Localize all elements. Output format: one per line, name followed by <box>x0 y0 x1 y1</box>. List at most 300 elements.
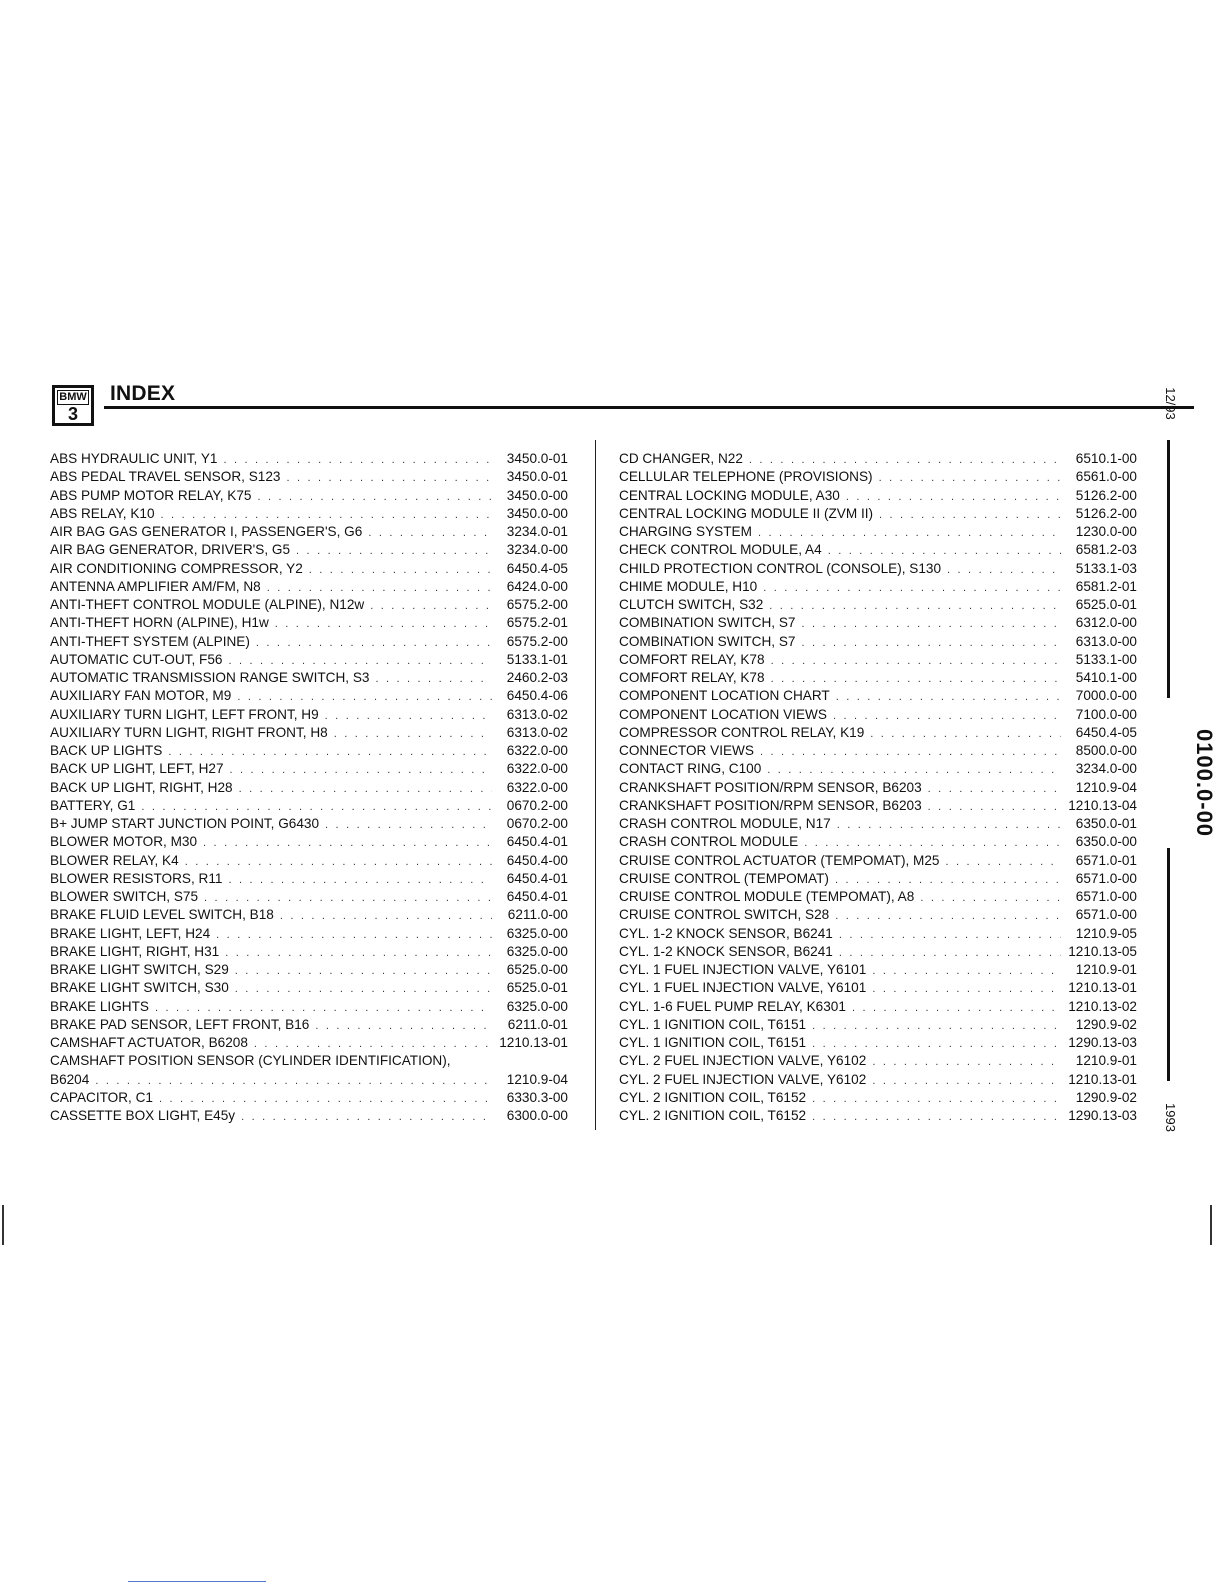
leader-dots <box>771 652 1061 670</box>
entry-name: CRUISE CONTROL ACTUATOR (TEMPOMAT), M25 <box>619 852 940 868</box>
leader-dots <box>257 488 492 506</box>
index-entry <box>50 1107 568 1125</box>
index-entry <box>50 1052 568 1070</box>
entry-code: 3234.0-00 <box>1075 761 1137 777</box>
index-entry <box>619 797 1137 815</box>
entry-name: CASSETTE BOX LIGHT, E45y <box>50 1108 236 1123</box>
entry-code: 6561.0-00 <box>1075 469 1137 485</box>
entry-name: CAMSHAFT ACTUATOR, B6208 <box>50 1035 248 1050</box>
entry-code: 6450.4-01 <box>506 870 568 886</box>
section-number-text: 0100.0-00 <box>1192 728 1218 838</box>
entry-code: 6575.2-00 <box>506 597 568 612</box>
leader-dots <box>852 999 1061 1017</box>
index-entry <box>50 523 568 541</box>
entry-code: 1210.13-02 <box>1068 998 1137 1014</box>
leader-dots <box>235 980 492 998</box>
index-entry <box>50 596 568 614</box>
entry-name: CYL. 1-6 FUEL PUMP RELAY, K6301 <box>619 998 846 1014</box>
entry-name: CHILD PROTECTION CONTROL (CONSOLE), S130 <box>619 560 942 576</box>
column-divider <box>595 440 596 1130</box>
entry-name: CYL. 2 FUEL INJECTION VALVE, Y6102 <box>619 1053 867 1069</box>
entry-name: CRUISE CONTROL SWITCH, S28 <box>619 907 830 923</box>
entry-name: CENTRAL LOCKING MODULE II (ZVM II) <box>619 505 874 521</box>
leader-dots <box>239 780 492 798</box>
index-entry <box>619 742 1137 760</box>
index-entry <box>619 651 1137 669</box>
header-rule <box>104 406 1194 409</box>
entry-code: 6571.0-01 <box>1075 852 1137 868</box>
entry-code: 6211.0-01 <box>507 1016 568 1032</box>
entry-name: CYL. 1-2 KNOCK SENSOR, B6241 <box>619 925 833 941</box>
leader-dots <box>801 615 1061 633</box>
entry-code: 6581.2-03 <box>1075 542 1137 558</box>
model-year <box>1150 1103 1190 1132</box>
entry-code: 6450.4-05 <box>506 560 568 576</box>
entry-code: 1210.13-01 <box>499 1035 568 1050</box>
index-entry <box>50 541 568 559</box>
entry-code: 6300.0-00 <box>506 1108 568 1123</box>
index-entry <box>619 925 1137 943</box>
leader-dots <box>767 761 1061 779</box>
index-entry <box>50 925 568 943</box>
entry-name: ABS RELAY, K10 <box>50 505 155 521</box>
entry-name: COMFORT RELAY, K78 <box>619 670 765 685</box>
leader-dots <box>812 1108 1061 1126</box>
entry-name: ANTI-THEFT HORN (ALPINE), H1w <box>50 615 269 631</box>
leader-dots <box>267 579 492 597</box>
entry-code: 6450.4-05 <box>1075 724 1137 740</box>
entry-code: 3234.0-01 <box>506 524 568 539</box>
entry-code: 6322.0-00 <box>506 779 568 795</box>
leader-dots <box>185 853 492 871</box>
index-entry <box>619 852 1137 870</box>
entry-code: 6525.0-01 <box>1075 597 1137 612</box>
leader-dots <box>168 743 492 761</box>
entry-code: 1210.9-04 <box>1075 779 1137 795</box>
scan-edge-mark-right <box>1210 1205 1212 1245</box>
index-entry <box>50 961 568 979</box>
leader-dots <box>95 1072 492 1090</box>
entry-name: CLUTCH SWITCH, S32 <box>619 597 764 612</box>
entry-name: BLOWER SWITCH, S75 <box>50 889 199 904</box>
index-entry <box>619 669 1137 687</box>
entry-name: BRAKE PAD SENSOR, LEFT FRONT, B16 <box>50 1016 310 1032</box>
index-entry <box>619 998 1137 1016</box>
leader-dots <box>203 834 492 852</box>
side-rule-bottom <box>1167 848 1170 1081</box>
index-entry <box>619 523 1137 541</box>
entry-name: CYL. 2 FUEL INJECTION VALVE, Y6102 <box>619 1071 867 1087</box>
entry-code: 6525.0-00 <box>506 962 568 977</box>
revision-date-text: 12/93 <box>1162 387 1178 420</box>
entry-code: 2460.2-03 <box>506 670 568 685</box>
index-entry <box>619 1071 1137 1089</box>
index-entry <box>50 505 568 523</box>
leader-dots <box>254 1035 492 1053</box>
entry-code: 6571.0-00 <box>1075 907 1137 923</box>
entry-name: BLOWER RELAY, K4 <box>50 852 179 868</box>
index-entry <box>50 651 568 669</box>
index-entry <box>619 1089 1137 1107</box>
index-entry <box>50 815 568 833</box>
leader-dots <box>872 962 1061 980</box>
index-entry <box>619 706 1137 724</box>
entry-code: 6424.0-00 <box>506 578 568 594</box>
index-entry <box>50 724 568 742</box>
entry-name: ABS PEDAL TRAVEL SENSOR, S123 <box>50 469 281 485</box>
entry-name: COMPONENT LOCATION CHART <box>619 688 830 704</box>
index-entry <box>50 906 568 924</box>
entry-name: AIR BAG GENERATOR, DRIVER'S, G5 <box>50 542 291 558</box>
entry-name: CAPACITOR, C1 <box>50 1089 153 1105</box>
entry-name: ABS PUMP MOTOR RELAY, K75 <box>50 487 252 503</box>
index-entry <box>50 578 568 596</box>
index-entry <box>50 852 568 870</box>
entry-name: CRASH CONTROL MODULE <box>619 834 799 850</box>
leader-dots <box>315 1017 492 1035</box>
entry-code: 1210.13-01 <box>1068 980 1137 996</box>
leader-dots <box>771 670 1061 688</box>
entry-code: 6322.0-00 <box>506 743 568 758</box>
index-entry <box>50 468 568 486</box>
index-entry <box>619 468 1137 486</box>
entry-name: CYL. 1 FUEL INJECTION VALVE, Y6101 <box>619 962 867 977</box>
entry-name: COMBINATION SWITCH, S7 <box>619 615 796 631</box>
index-entry <box>50 1034 568 1052</box>
entry-name: BRAKE LIGHT SWITCH, S30 <box>50 980 229 996</box>
index-entry <box>50 979 568 997</box>
index-column-right <box>619 450 1137 1125</box>
leader-dots <box>870 725 1061 743</box>
entry-code: 7100.0-00 <box>1075 706 1137 722</box>
leader-dots <box>228 871 492 889</box>
entry-code: 5126.2-00 <box>1075 505 1137 521</box>
entry-code: 6313.0-02 <box>506 706 568 722</box>
index-entry <box>619 979 1137 997</box>
entry-code: 6312.0-00 <box>1075 615 1137 631</box>
index-entry <box>619 633 1137 651</box>
entry-code: 6313.0-02 <box>506 724 568 740</box>
leader-dots <box>839 944 1061 962</box>
leader-dots <box>334 725 492 743</box>
index-entry <box>50 633 568 651</box>
index-entry <box>619 1052 1137 1070</box>
leader-dots <box>275 615 492 633</box>
entry-name: CYL. 1 IGNITION COIL, T6151 <box>619 1016 807 1032</box>
index-entry <box>50 870 568 888</box>
entry-code: 6322.0-00 <box>506 761 568 777</box>
entry-code: 1290.9-02 <box>1075 1016 1137 1032</box>
leader-dots <box>879 469 1061 487</box>
page-title: INDEX <box>110 382 176 405</box>
index-entry <box>50 797 568 815</box>
leader-dots <box>945 853 1061 871</box>
index-entry <box>619 450 1137 468</box>
entry-name: BACK UP LIGHTS <box>50 743 163 758</box>
entry-code: 6450.4-00 <box>506 852 568 868</box>
entry-name: CHECK CONTROL MODULE, A4 <box>619 542 822 558</box>
index-entry <box>50 943 568 961</box>
entry-name: CYL. 1 FUEL INJECTION VALVE, Y6101 <box>619 980 867 996</box>
entry-code: 0670.2-00 <box>506 816 568 831</box>
index-entry <box>50 450 568 468</box>
leader-dots <box>223 451 492 469</box>
entry-code: 6350.0-01 <box>1075 816 1137 831</box>
index-entry <box>619 815 1137 833</box>
entry-code: 3450.0-01 <box>506 451 568 466</box>
index-entry <box>50 487 568 505</box>
index-entry <box>50 742 568 760</box>
entry-name: AUXILIARY TURN LIGHT, LEFT FRONT, H9 <box>50 706 319 722</box>
entry-name: B+ JUMP START JUNCTION POINT, G6430 <box>50 816 320 831</box>
index-entry <box>619 724 1137 742</box>
leader-dots <box>296 542 492 560</box>
entry-name: AUTOMATIC TRANSMISSION RANGE SWITCH, S3 <box>50 670 370 685</box>
leader-dots <box>325 707 492 725</box>
entry-code: 6325.0-00 <box>506 943 568 959</box>
leader-dots <box>216 926 492 944</box>
leader-dots <box>280 907 492 925</box>
entry-code: 6325.0-00 <box>506 925 568 941</box>
entry-code: 1210.13-01 <box>1068 1071 1137 1087</box>
index-entry <box>619 487 1137 505</box>
leader-dots <box>758 524 1061 542</box>
entry-code: 5133.1-03 <box>1075 560 1137 576</box>
leader-dots <box>241 1108 492 1126</box>
index-entry <box>619 943 1137 961</box>
entry-name: BRAKE LIGHT SWITCH, S29 <box>50 962 229 977</box>
index-entry <box>619 614 1137 632</box>
index-entry <box>619 888 1137 906</box>
entry-name: CHARGING SYSTEM <box>619 524 752 539</box>
entry-name: ANTI-THEFT SYSTEM (ALPINE) <box>50 633 250 649</box>
entry-name: BRAKE LIGHT, LEFT, H24 <box>50 925 211 941</box>
index-entry <box>50 560 568 578</box>
entry-code: 5133.1-01 <box>506 651 568 667</box>
index-entry <box>50 687 568 705</box>
leader-dots <box>749 451 1061 469</box>
entry-code: 5133.1-00 <box>1075 651 1137 667</box>
entry-name: ABS HYDRAULIC UNIT, Y1 <box>50 451 218 466</box>
model-year-text: 1993 <box>1162 1103 1178 1132</box>
leader-dots <box>228 652 492 670</box>
entry-name: COMFORT RELAY, K78 <box>619 651 765 667</box>
entry-code: 6313.0-00 <box>1075 633 1137 649</box>
entry-name: CAMSHAFT POSITION SENSOR (CYLINDER IDENTIFICATION), <box>50 1053 451 1069</box>
leader-dots <box>928 798 1061 816</box>
side-rule-top <box>1167 440 1170 698</box>
entry-code: 1290.13-03 <box>1068 1035 1137 1050</box>
index-entry <box>50 779 568 797</box>
index-column-left <box>50 450 568 1125</box>
leader-dots <box>920 889 1061 907</box>
entry-name: BLOWER MOTOR, M30 <box>50 834 198 850</box>
entry-name: CD CHANGER, N22 <box>619 451 743 466</box>
entry-code: 1230.0-00 <box>1075 524 1137 539</box>
index-entry <box>50 760 568 778</box>
leader-dots <box>141 798 492 816</box>
entry-name: CRASH CONTROL MODULE, N17 <box>619 816 831 831</box>
leader-dots <box>325 816 492 834</box>
entry-code: 1210.9-01 <box>1075 1053 1137 1069</box>
entry-code: 6575.2-00 <box>506 633 568 649</box>
entry-name: B6204 <box>50 1071 90 1087</box>
index-entry <box>50 998 568 1016</box>
leader-dots <box>836 688 1061 706</box>
logo-brand: BMW <box>57 390 89 405</box>
leader-dots <box>833 707 1061 725</box>
entry-name: CONNECTOR VIEWS <box>619 743 754 758</box>
entry-code: 6571.0-00 <box>1075 870 1137 886</box>
entry-name: CYL. 1 IGNITION COIL, T6151 <box>619 1035 807 1050</box>
index-entry <box>50 1089 568 1107</box>
index-entry <box>50 614 568 632</box>
leader-dots <box>161 506 492 524</box>
leader-dots <box>368 524 492 542</box>
index-entry <box>619 1107 1137 1125</box>
entry-name: AUTOMATIC CUT-OUT, F56 <box>50 651 223 667</box>
entry-name: BLOWER RESISTORS, R11 <box>50 870 223 886</box>
entry-code: 6571.0-00 <box>1075 889 1137 904</box>
leader-dots <box>879 506 1061 524</box>
entry-code: 0670.2-00 <box>506 797 568 813</box>
entry-name: CYL. 2 IGNITION COIL, T6152 <box>619 1108 807 1123</box>
entry-name: CRUISE CONTROL MODULE (TEMPOMAT), A8 <box>619 889 915 904</box>
leader-dots <box>837 816 1061 834</box>
leader-dots <box>286 469 492 487</box>
leader-dots <box>801 634 1061 652</box>
entry-code: 6325.0-00 <box>506 998 568 1014</box>
entry-code: 6581.2-01 <box>1075 578 1137 594</box>
entry-name: CRANKSHAFT POSITION/RPM SENSOR, B6203 <box>619 779 922 795</box>
leader-dots <box>839 926 1061 944</box>
leader-dots <box>225 944 492 962</box>
entry-name: COMPRESSOR CONTROL RELAY, K19 <box>619 724 865 740</box>
leader-dots <box>204 889 492 907</box>
index-entry <box>619 779 1137 797</box>
index-entry <box>619 1034 1137 1052</box>
index-entry <box>619 505 1137 523</box>
leader-dots <box>812 1090 1061 1108</box>
index-entry <box>619 596 1137 614</box>
entry-name: BACK UP LIGHT, LEFT, H27 <box>50 761 224 777</box>
leader-dots <box>370 597 492 615</box>
entry-name: AIR BAG GAS GENERATOR I, PASSENGER'S, G6 <box>50 524 363 539</box>
leader-dots <box>309 561 492 579</box>
entry-name: AUXILIARY FAN MOTOR, M9 <box>50 688 232 704</box>
leader-dots <box>835 907 1061 925</box>
entry-code: 6525.0-01 <box>506 980 568 996</box>
entry-code: 3450.0-01 <box>506 469 568 485</box>
index-entry <box>50 669 568 687</box>
index-entry <box>50 1071 568 1089</box>
entry-code: 1290.9-02 <box>1075 1089 1137 1105</box>
bmw-3-series-logo <box>52 385 94 426</box>
entry-name: ANTI-THEFT CONTROL MODULE (ALPINE), N12w <box>50 597 365 612</box>
scan-edge-mark-left <box>2 1205 4 1245</box>
leader-dots <box>230 761 492 779</box>
scan-bottom-rule <box>128 1581 266 1582</box>
entry-code: 6330.3-00 <box>506 1089 568 1105</box>
index-entry <box>619 870 1137 888</box>
leader-dots <box>769 597 1061 615</box>
entry-name: BRAKE LIGHTS <box>50 998 149 1014</box>
index-entry <box>50 888 568 906</box>
leader-dots <box>812 1017 1061 1035</box>
entry-code: 6450.4-01 <box>506 834 568 850</box>
entry-name: CHIME MODULE, H10 <box>619 578 758 594</box>
entry-code: 1290.13-03 <box>1068 1108 1137 1123</box>
leader-dots <box>763 579 1061 597</box>
index-entry <box>619 833 1137 851</box>
entry-name: BACK UP LIGHT, RIGHT, H28 <box>50 779 233 795</box>
entry-name: BRAKE LIGHT, RIGHT, H31 <box>50 943 220 959</box>
entry-name: BATTERY, G1 <box>50 797 136 813</box>
page-header <box>52 382 1146 431</box>
entry-name: CELLULAR TELEPHONE (PROVISIONS) <box>619 469 873 485</box>
leader-dots <box>155 999 492 1017</box>
entry-name: BRAKE FLUID LEVEL SWITCH, B18 <box>50 907 274 923</box>
entry-name: AUXILIARY TURN LIGHT, RIGHT FRONT, H8 <box>50 724 328 740</box>
entry-code: 5410.1-00 <box>1075 670 1137 685</box>
leader-dots <box>812 1035 1061 1053</box>
index-entry <box>619 961 1137 979</box>
leader-dots <box>376 670 493 688</box>
index-entry <box>619 687 1137 705</box>
revision-date <box>1150 387 1190 420</box>
index-entry <box>619 906 1137 924</box>
index-entry <box>619 578 1137 596</box>
entry-code: 1210.13-04 <box>1068 797 1137 813</box>
entry-name: CYL. 1-2 KNOCK SENSOR, B6241 <box>619 943 833 959</box>
entry-name: CRANKSHAFT POSITION/RPM SENSOR, B6203 <box>619 797 922 813</box>
logo-series-number: 3 <box>67 404 78 424</box>
entry-name: ANTENNA AMPLIFIER AM/FM, N8 <box>50 578 261 594</box>
section-number <box>1150 728 1218 838</box>
entry-code: 6450.4-06 <box>506 688 568 704</box>
index-entry <box>50 706 568 724</box>
entry-name: CYL. 2 IGNITION COIL, T6152 <box>619 1089 807 1105</box>
leader-dots <box>872 1053 1061 1071</box>
entry-code: 1210.9-04 <box>506 1071 568 1087</box>
index-entry <box>619 541 1137 559</box>
index-entry <box>50 833 568 851</box>
entry-name: COMBINATION SWITCH, S7 <box>619 633 796 649</box>
leader-dots <box>835 871 1061 889</box>
index-entry <box>50 1016 568 1034</box>
leader-dots <box>237 688 492 706</box>
entry-code: 8500.0-00 <box>1075 743 1137 758</box>
entry-code: 6510.1-00 <box>1075 451 1137 466</box>
entry-name: AIR CONDITIONING COMPRESSOR, Y2 <box>50 560 303 576</box>
leader-dots <box>947 561 1061 579</box>
index-entry <box>619 560 1137 578</box>
entry-code: 3450.0-00 <box>506 487 568 503</box>
entry-name: CRUISE CONTROL (TEMPOMAT) <box>619 870 829 886</box>
entry-code: 1210.9-05 <box>1075 925 1137 941</box>
leader-dots <box>256 634 492 652</box>
entry-code: 1210.13-05 <box>1068 943 1137 959</box>
entry-code: 1210.9-01 <box>1075 962 1137 977</box>
entry-code: 3450.0-00 <box>506 505 568 521</box>
leader-dots <box>159 1090 492 1108</box>
entry-code: 3234.0-00 <box>506 542 568 558</box>
entry-code: 6350.0-00 <box>1075 834 1137 850</box>
index-entry <box>619 760 1137 778</box>
side-margin-tab <box>1150 387 1218 1150</box>
leader-dots <box>235 962 492 980</box>
leader-dots <box>804 834 1061 852</box>
